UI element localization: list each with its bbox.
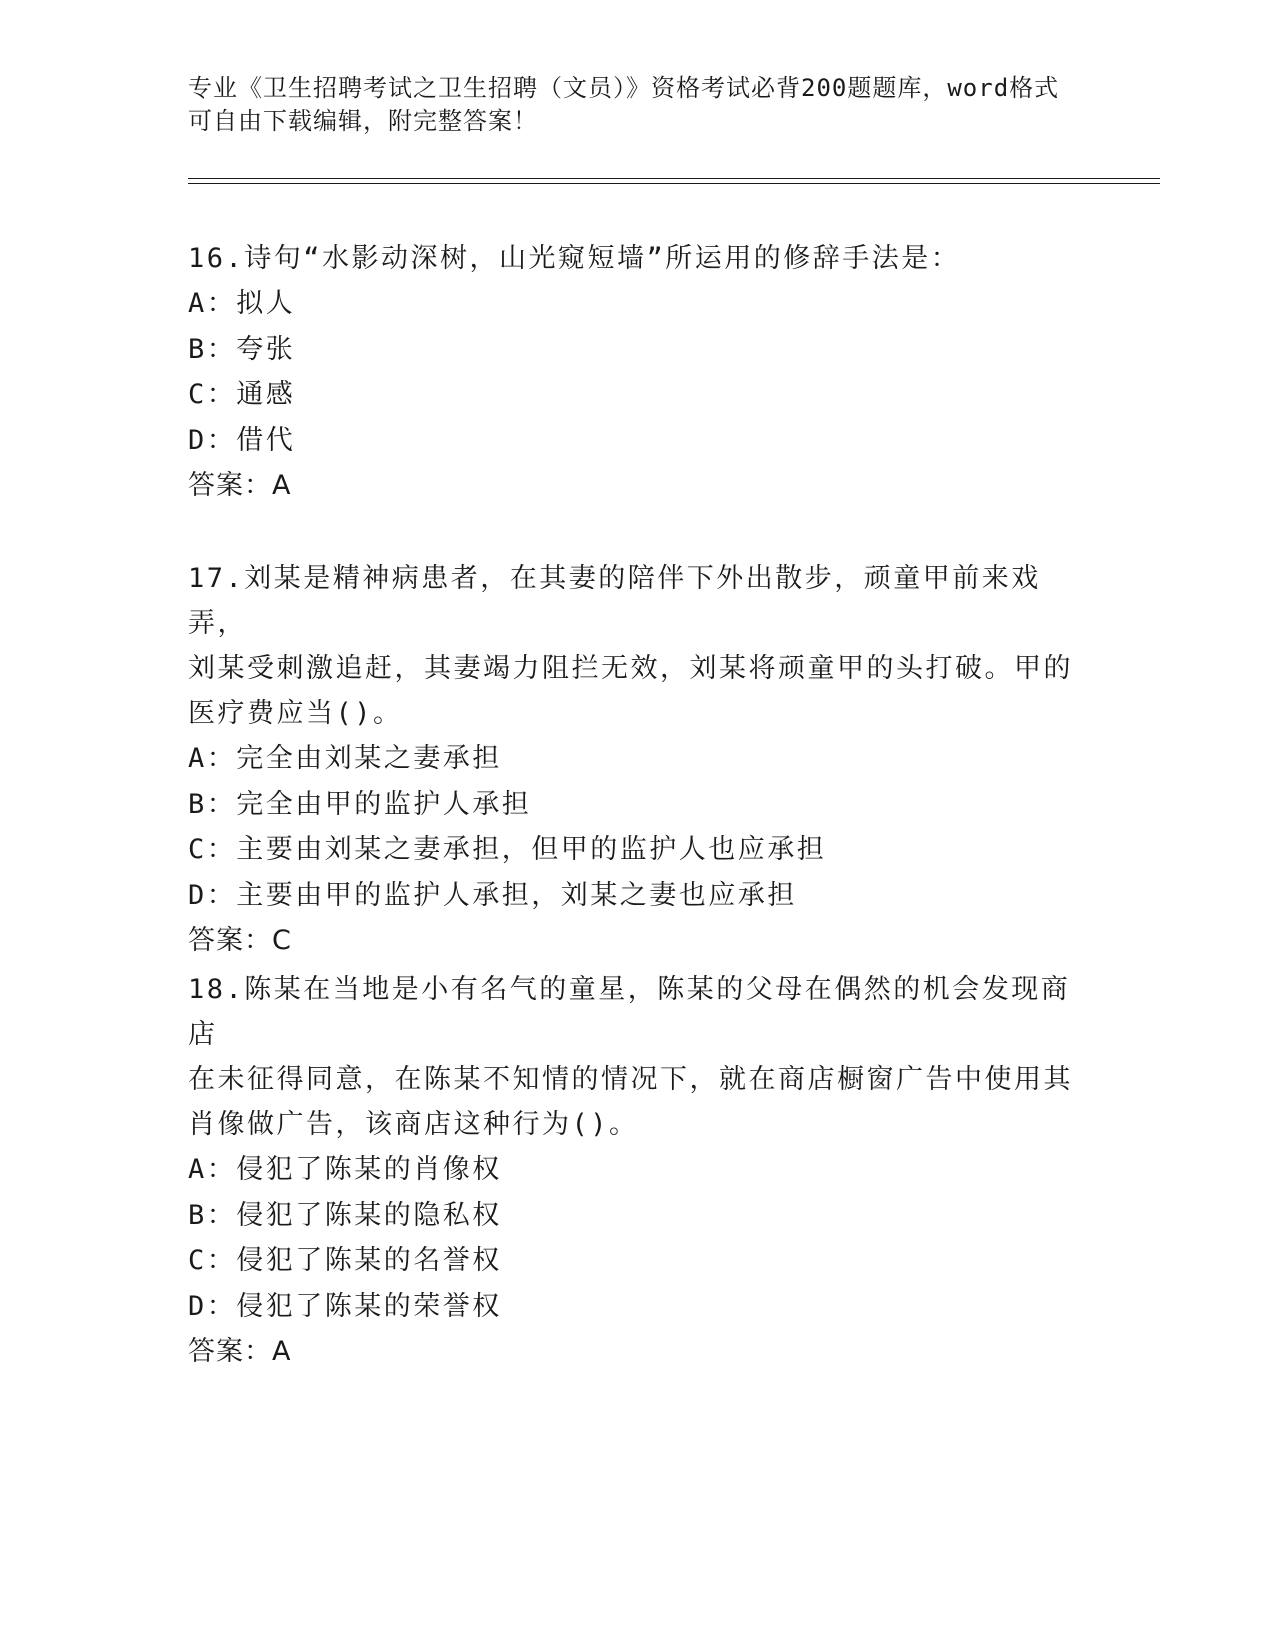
question-stem-line-2: 在未征得同意，在陈某不知情的情况下，就在商店橱窗广告中使用其: [188, 1064, 1073, 1095]
question-stem-line-3: 医疗费应当()。: [188, 698, 403, 729]
header-line-2: 可自由下载编辑，附完整答案！: [188, 107, 538, 135]
question-stem-line-2: 刘某受刺激追赶，其妻竭力阻拦无效，刘某将顽童甲的头打破。甲的: [188, 653, 1073, 684]
option-a: A：完全由刘某之妻承担: [188, 743, 502, 774]
option-d: D：主要由甲的监护人承担，刘某之妻也应承担: [188, 879, 797, 911]
option-c: C：主要由刘某之妻承担，但甲的监护人也应承担: [188, 834, 827, 865]
question-stem-line-1: 18.陈某在当地是小有名气的童星，陈某的父母在偶然的机会发现商店: [188, 974, 1071, 1050]
option-c: C：通感: [188, 379, 296, 410]
option-a: A：拟人: [188, 288, 296, 319]
header-line-1: 专业《卫生招聘考试之卫生招聘（文员）》资格考试必背200题题库，word格式: [188, 74, 1060, 102]
option-d: D：借代: [188, 424, 296, 456]
question-stem: 16.诗句“水影动深树，山光窥短墙”所运用的修辞手法是：: [188, 243, 961, 274]
option-a: A：侵犯了陈某的肖像权: [188, 1154, 502, 1185]
option-b: B：夸张: [188, 333, 296, 365]
option-b: B：完全由甲的监护人承担: [188, 788, 532, 820]
answer-line: 答案：C: [188, 925, 292, 956]
question-18: [188, 967, 1088, 1375]
answer-line: 答案：A: [188, 1336, 292, 1367]
option-b: B：侵犯了陈某的隐私权: [188, 1199, 502, 1231]
option-d: D：侵犯了陈某的荣誉权: [188, 1290, 502, 1322]
answer-line: 答案：A: [188, 470, 292, 501]
question-stem-line-1: 17.刘某是精神病患者，在其妻的陪伴下外出散步，顽童甲前来戏弄，: [188, 563, 1041, 639]
document-header: [188, 72, 1068, 138]
question-stem-line-3: 肖像做广告，该商店这种行为()。: [188, 1109, 639, 1140]
header-divider: [188, 178, 1160, 184]
question-17: [188, 556, 1088, 964]
option-c: C：侵犯了陈某的名誉权: [188, 1245, 502, 1276]
question-16: [188, 236, 1088, 509]
